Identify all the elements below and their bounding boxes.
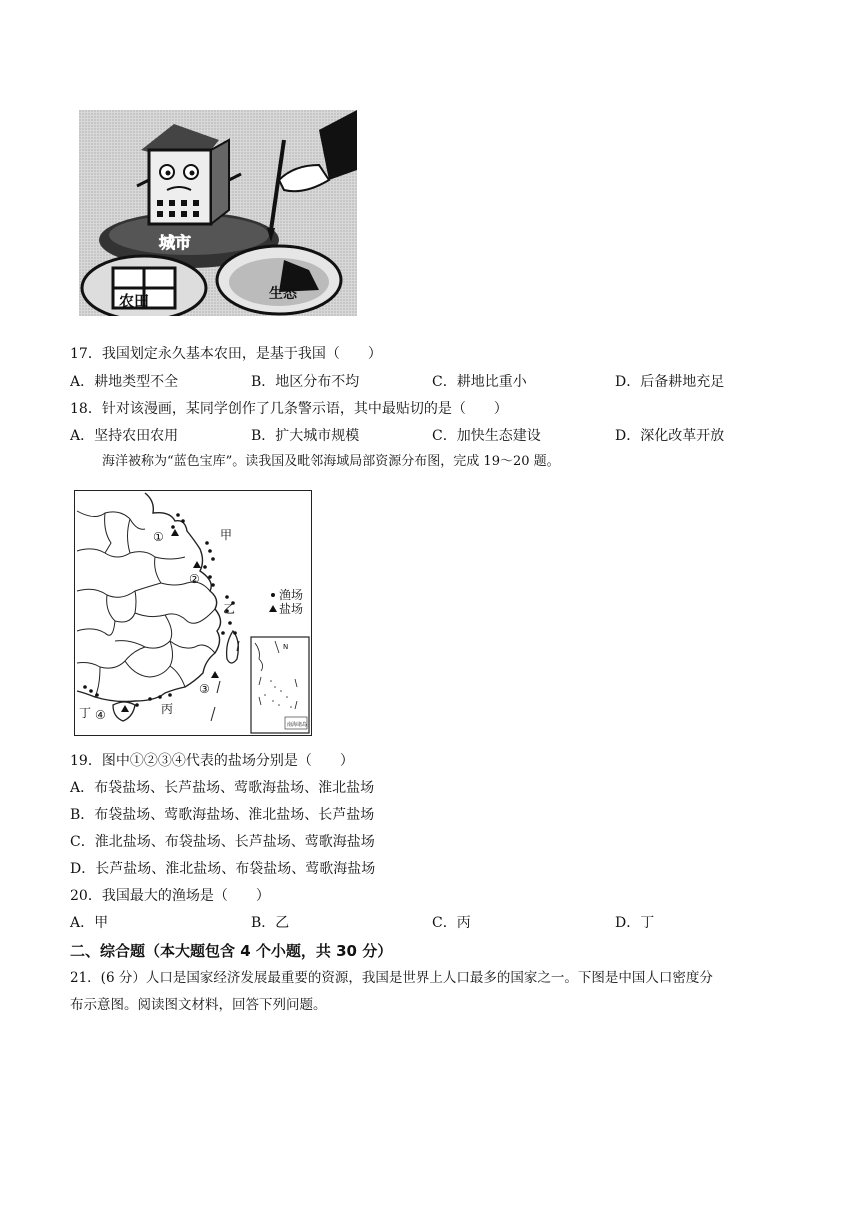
label-num-4: ④ [95,708,106,722]
q18-stem: 18．针对该漫画，某同学创作了几条警示语，其中最贴切的是（ ） [70,401,508,417]
cartoon-svg [79,110,357,316]
resource-map [74,490,312,736]
q21-line1: 21．(6 分）人口是国家经济发展最重要的资源，我国是世界上人口最多的国家之一。下图是中国人口密度分 [70,970,713,986]
label-bing: 丙 [161,702,174,716]
q17-option-a[interactable]: A．耕地类型不全 [70,374,179,390]
label-num-2: ② [189,572,200,586]
q20-option-d[interactable]: D．丁 [615,915,655,931]
map-svg [75,491,310,734]
q18-option-d[interactable]: D．深化改革开放 [615,428,725,444]
ecology-label: 生态 [269,286,297,302]
q19-option-a[interactable]: A．布袋盐场、长芦盐场、莺歌海盐场、淮北盐场 [70,780,375,796]
label-jia: 甲 [220,528,233,542]
q17-option-b[interactable]: B．地区分布不均 [251,374,360,390]
section-2-title: 二、综合题（本大题包含 4 个小题，共 30 分） [70,942,393,960]
cartoon-illustration [79,110,357,316]
inset-label: 南海诸岛 [287,722,308,728]
inset-north: N [283,643,289,651]
q20-option-a[interactable]: A．甲 [70,915,109,931]
farmland-label: 农田 [119,292,150,310]
intro-19-20: 海洋被称为“蓝色宝库”。读我国及毗邻海域局部资源分布图，完成 19～20 题。 [102,454,560,469]
q18-option-c[interactable]: C．加快生态建设 [432,428,541,444]
label-ding: 丁 [79,706,92,720]
q20-stem: 20．我国最大的渔场是（ ） [70,888,270,904]
label-num-3: ③ [199,682,210,696]
q21-line2: 布示意图。阅读图文材料，回答下列问题。 [70,997,327,1013]
city-label: 城市 [159,233,192,252]
q18-option-b[interactable]: B．扩大城市规模 [251,428,360,444]
south-sea-inset [251,637,309,733]
q19-stem: 19．图中①②③④代表的盐场分别是（ ） [70,753,354,769]
q20-option-c[interactable]: C．丙 [432,915,471,931]
q19-option-c[interactable]: C．淮北盐场、布袋盐场、长芦盐场、莺歌海盐场 [70,834,375,850]
label-yi: 乙 [223,602,236,616]
q19-option-b[interactable]: B．布袋盐场、莺歌海盐场、淮北盐场、长芦盐场 [70,807,375,823]
q17-option-d[interactable]: D．后备耕地充足 [615,374,725,390]
q17-stem: 17．我国划定永久基本农田，是基于我国（ ） [70,346,382,362]
label-num-1: ① [153,530,164,544]
q18-option-a[interactable]: A．坚持农田农用 [70,428,179,444]
q17-option-c[interactable]: C．耕地比重小 [432,374,527,390]
map-legend [269,587,303,616]
q20-option-b[interactable]: B．乙 [251,915,290,931]
legend-saltfield: 盐场 [279,602,304,616]
q19-option-d[interactable]: D．长芦盐场、淮北盐场、布袋盐场、莺歌海盐场 [70,861,376,877]
legend-fishery: 渔场 [279,588,304,602]
